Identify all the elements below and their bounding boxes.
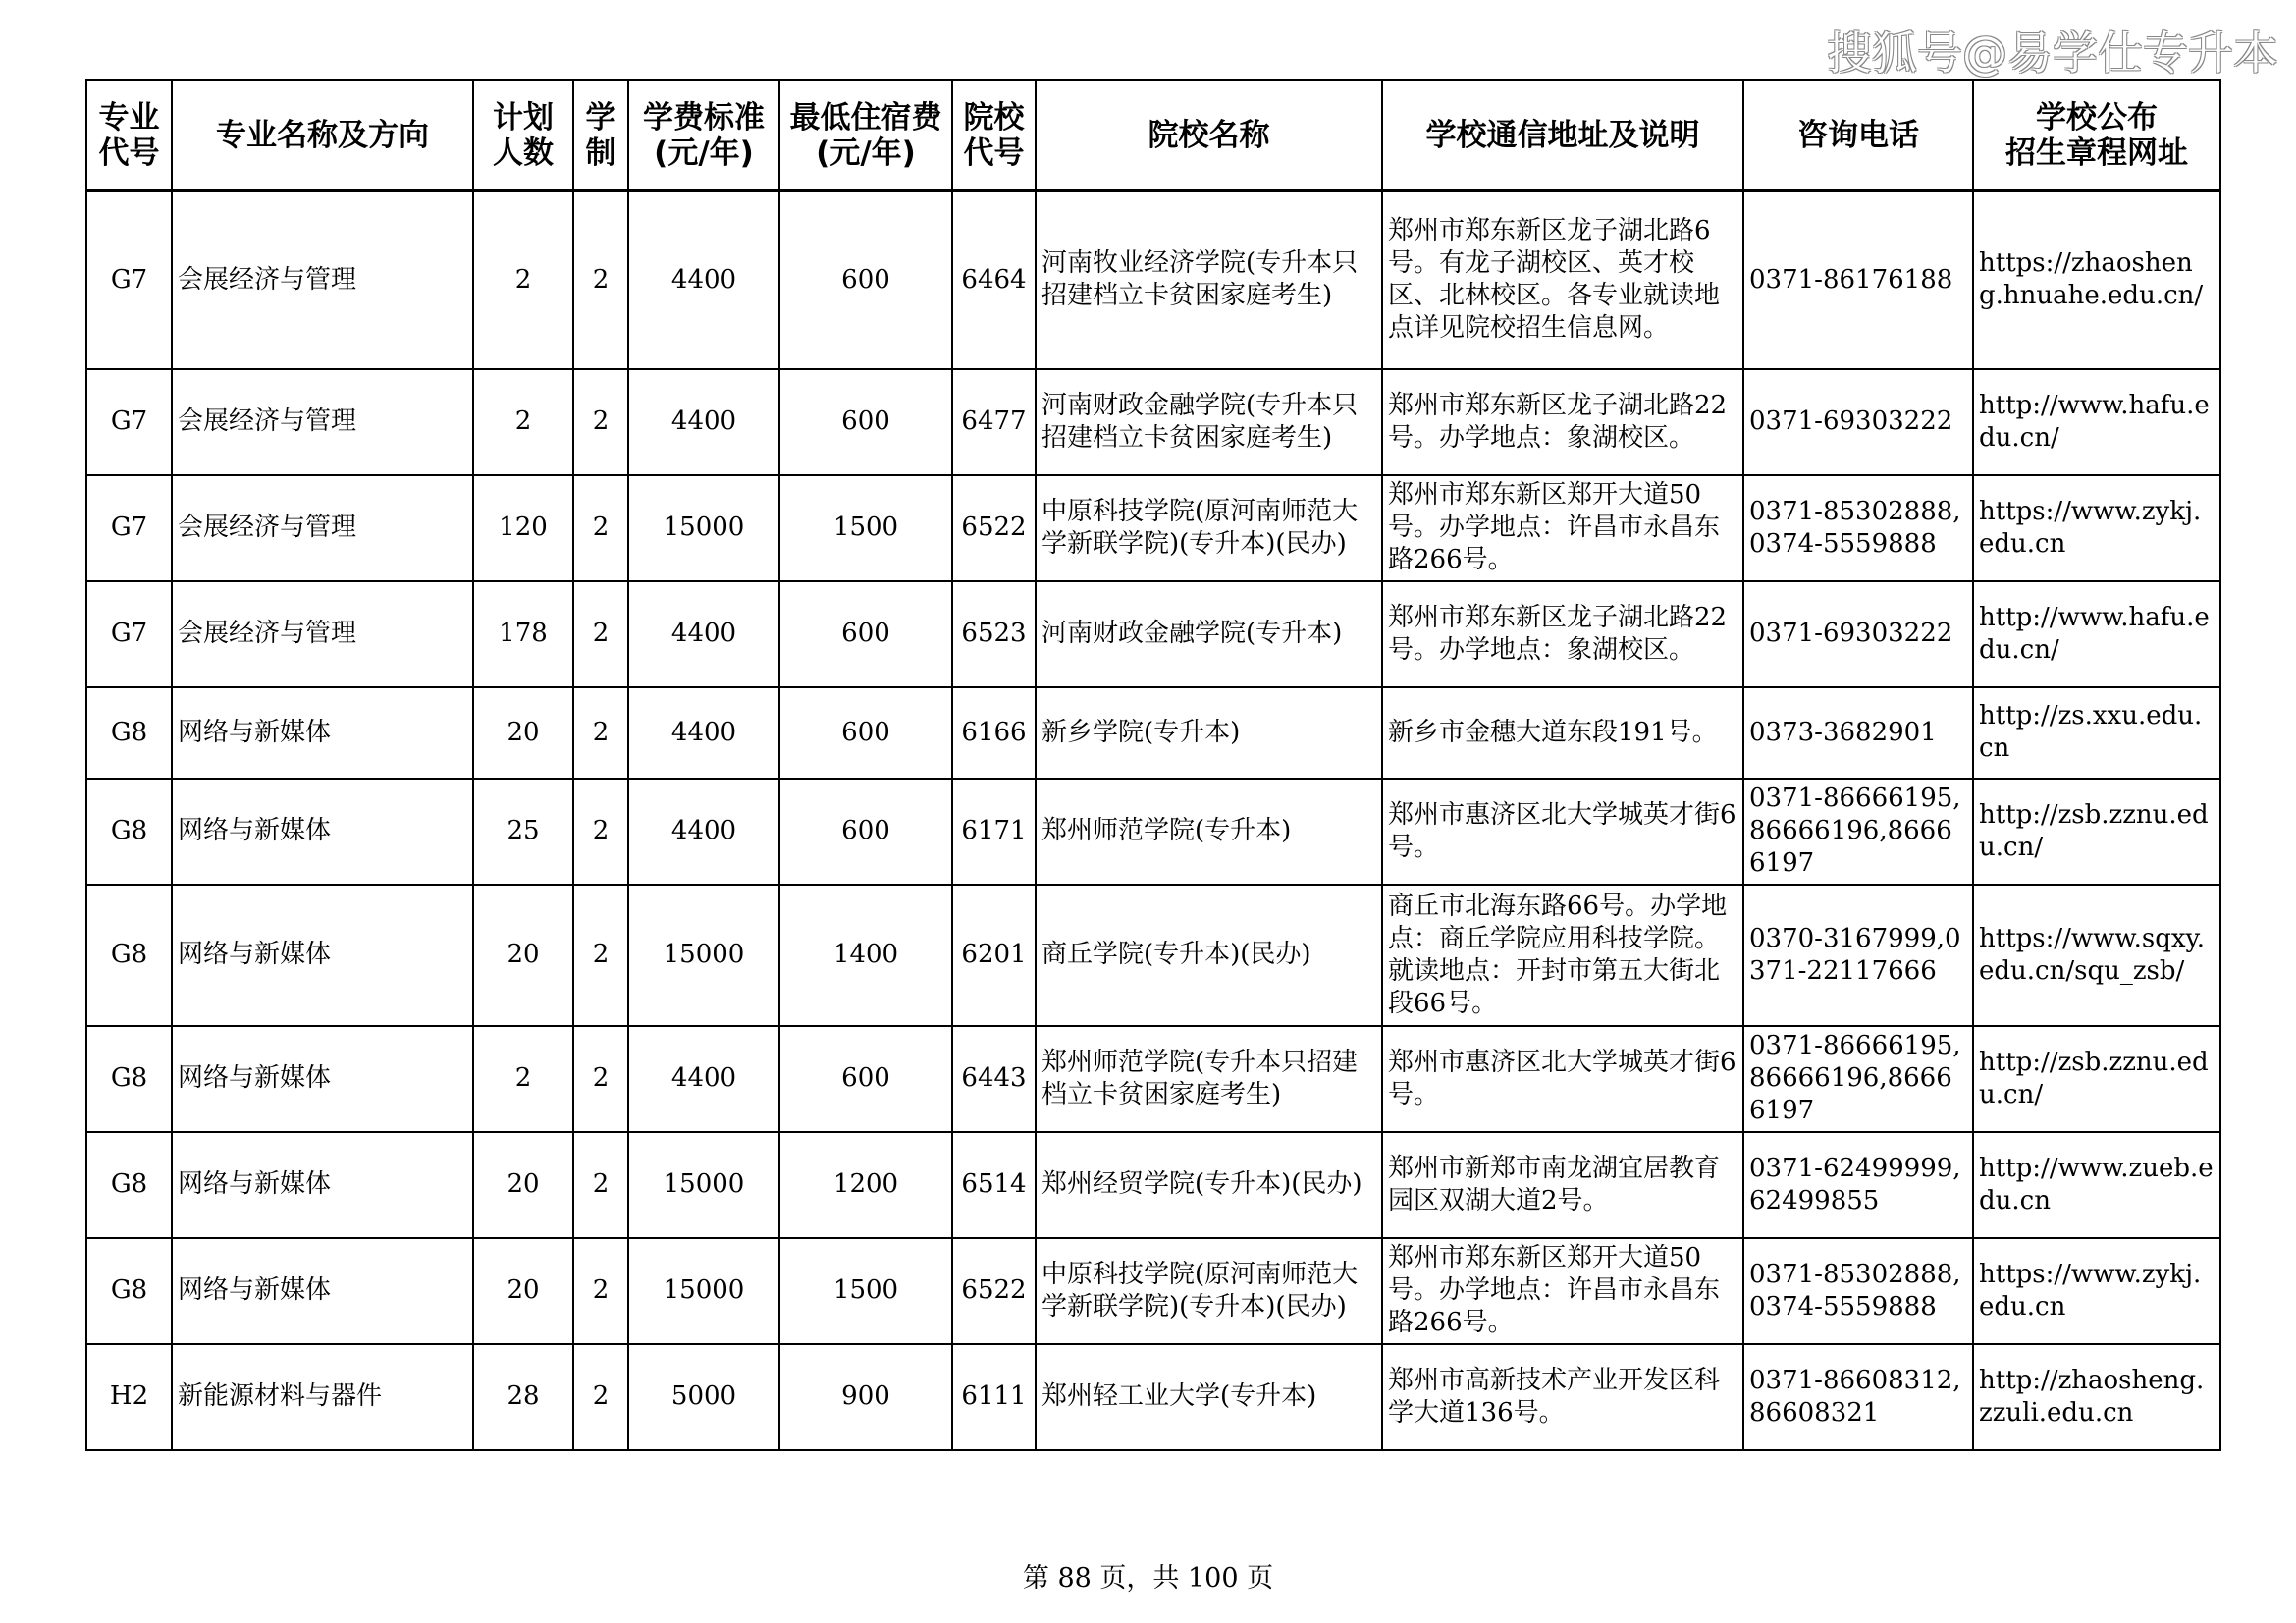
header-line: 代号: [98, 135, 160, 171]
header-line: (元/年): [816, 135, 916, 171]
cell-tuition: 15000: [628, 1132, 779, 1238]
page-footer: 第 88 页，共 100 页: [1022, 1563, 1274, 1594]
cell-url[interactable]: https://www.zykj.edu.cn: [1973, 475, 2220, 581]
header-line: 学校公布: [2036, 99, 2158, 135]
cell-address: 商丘市北海东路66号。办学地点：商丘学院应用科技学院。就读地点：开封市第五大街北段66号。: [1382, 885, 1743, 1026]
cell-duration: 2: [573, 369, 628, 475]
cell-major-name: 会展经济与管理: [172, 581, 473, 687]
cell-url[interactable]: https://www.sqxy.edu.cn/squ_zsb/: [1973, 885, 2220, 1026]
cell-major-code: H2: [86, 1344, 172, 1450]
header-line: 计划: [493, 99, 554, 135]
cell-plan-count: 20: [473, 1238, 573, 1344]
cell-school-code: 6166: [952, 687, 1036, 779]
cell-phone: 0373-3682901: [1743, 687, 1973, 779]
table-row: [86, 1238, 2220, 1344]
cell-school-code: 6111: [952, 1344, 1036, 1450]
cell-lodging-fee: 600: [779, 369, 952, 475]
cell-duration: 2: [573, 1238, 628, 1344]
cell-school-name: 新乡学院(专升本): [1036, 687, 1382, 779]
cell-school-name: 河南财政金融学院(专升本): [1036, 581, 1382, 687]
cell-major-code: G8: [86, 1238, 172, 1344]
table-row: [86, 1344, 2220, 1450]
cell-address: 郑州市新郑市南龙湖宜居教育园区双湖大道2号。: [1382, 1132, 1743, 1238]
cell-tuition: 15000: [628, 885, 779, 1026]
cell-address: 郑州市郑东新区龙子湖北路22号。办学地点：象湖校区。: [1382, 369, 1743, 475]
cell-major-name: 会展经济与管理: [172, 369, 473, 475]
cell-tuition: 4400: [628, 779, 779, 885]
cell-major-code: G7: [86, 191, 172, 369]
cell-school-name: 郑州轻工业大学(专升本): [1036, 1344, 1382, 1450]
header-line: 最低住宿费: [789, 99, 942, 135]
cell-lodging-fee: 900: [779, 1344, 952, 1450]
cell-url[interactable]: http://www.hafu.edu.cn/: [1973, 581, 2220, 687]
cell-major-name: 网络与新媒体: [172, 1238, 473, 1344]
cell-url[interactable]: https://zhaosheng.hnuahe.edu.cn/: [1973, 191, 2220, 369]
cell-address: 郑州市高新技术产业开发区科学大道136号。: [1382, 1344, 1743, 1450]
header-line: 制: [585, 135, 616, 171]
cell-major-code: G7: [86, 581, 172, 687]
cell-phone: 0371-69303222: [1743, 581, 1973, 687]
cell-school-name: 郑州师范学院(专升本): [1036, 779, 1382, 885]
cell-duration: 2: [573, 581, 628, 687]
cell-tuition: 4400: [628, 687, 779, 779]
cell-school-code: 6443: [952, 1026, 1036, 1132]
cell-major-code: G8: [86, 687, 172, 779]
cell-lodging-fee: 1400: [779, 885, 952, 1026]
cell-duration: 2: [573, 1132, 628, 1238]
cell-address: 郑州市郑东新区郑开大道50号。办学地点：许昌市永昌东路266号。: [1382, 475, 1743, 581]
cell-address: 郑州市惠济区北大学城英才街6号。: [1382, 1026, 1743, 1132]
cell-url[interactable]: http://www.hafu.edu.cn/: [1973, 369, 2220, 475]
cell-major-name: 新能源材料与器件: [172, 1344, 473, 1450]
header-duration: [573, 80, 628, 191]
cell-address: 郑州市郑东新区龙子湖北路22号。办学地点：象湖校区。: [1382, 581, 1743, 687]
cell-major-code: G8: [86, 779, 172, 885]
cell-address: 郑州市郑东新区龙子湖北路6号。有龙子湖校区、英才校区、北林校区。各专业就读地点详见院校招生信息网。: [1382, 191, 1743, 369]
header-line: 院校名称: [1148, 117, 1270, 153]
cell-major-name: 网络与新媒体: [172, 687, 473, 779]
cell-school-code: 6523: [952, 581, 1036, 687]
cell-phone: 0370-3167999,0371-22117666: [1743, 885, 1973, 1026]
cell-school-code: 6171: [952, 779, 1036, 885]
header-line: 招生章程网址: [2005, 135, 2188, 171]
cell-url[interactable]: https://www.zykj.edu.cn: [1973, 1238, 2220, 1344]
cell-phone: 0371-86608312,86608321: [1743, 1344, 1973, 1450]
cell-phone: 0371-62499999,62499855: [1743, 1132, 1973, 1238]
cell-duration: 2: [573, 779, 628, 885]
header-line: 院校: [963, 99, 1025, 135]
cell-address: 新乡市金穗大道东段191号。: [1382, 687, 1743, 779]
cell-address: 郑州市郑东新区郑开大道50号。办学地点：许昌市永昌东路266号。: [1382, 1238, 1743, 1344]
cell-lodging-fee: 1200: [779, 1132, 952, 1238]
table-row: [86, 885, 2220, 1026]
header-line: 学: [585, 99, 616, 135]
cell-tuition: 4400: [628, 369, 779, 475]
header-plan-count: [473, 80, 573, 191]
header-line: 学费标准: [643, 99, 765, 135]
cell-plan-count: 2: [473, 369, 573, 475]
admissions-table: [85, 79, 2221, 1451]
cell-tuition: 4400: [628, 1026, 779, 1132]
cell-lodging-fee: 1500: [779, 1238, 952, 1344]
cell-tuition: 15000: [628, 1238, 779, 1344]
table-row: [86, 779, 2220, 885]
table-row: [86, 475, 2220, 581]
cell-tuition: 5000: [628, 1344, 779, 1450]
cell-phone: 0371-86666195,86666196,86666197: [1743, 779, 1973, 885]
cell-major-code: G8: [86, 885, 172, 1026]
header-line: 学校通信地址及说明: [1425, 117, 1700, 153]
cell-major-name: 网络与新媒体: [172, 885, 473, 1026]
cell-major-name: 网络与新媒体: [172, 779, 473, 885]
cell-phone: 0371-85302888,0374-5559888: [1743, 475, 1973, 581]
cell-tuition: 4400: [628, 191, 779, 369]
cell-school-code: 6464: [952, 191, 1036, 369]
cell-lodging-fee: 600: [779, 1026, 952, 1132]
header-school-code: [952, 80, 1036, 191]
cell-lodging-fee: 600: [779, 581, 952, 687]
cell-school-name: 郑州经贸学院(专升本)(民办): [1036, 1132, 1382, 1238]
cell-major-name: 会展经济与管理: [172, 191, 473, 369]
table-row: [86, 687, 2220, 779]
cell-school-code: 6522: [952, 1238, 1036, 1344]
header-school-name: [1036, 80, 1382, 191]
header-lodging-fee: [779, 80, 952, 191]
cell-major-code: G8: [86, 1026, 172, 1132]
header-line: (元/年): [654, 135, 754, 171]
header-school-address: [1382, 80, 1743, 191]
table-row: [86, 369, 2220, 475]
cell-school-code: 6514: [952, 1132, 1036, 1238]
cell-school-code: 6522: [952, 475, 1036, 581]
cell-plan-count: 28: [473, 1344, 573, 1450]
table-row: [86, 191, 2220, 369]
table-row: [86, 1132, 2220, 1238]
header-charter-url: [1973, 80, 2220, 191]
cell-plan-count: 2: [473, 1026, 573, 1132]
cell-url[interactable]: http://zsb.zznu.edu.cn/: [1973, 1026, 2220, 1132]
table-row: [86, 581, 2220, 687]
cell-school-code: 6201: [952, 885, 1036, 1026]
cell-major-name: 会展经济与管理: [172, 475, 473, 581]
header-phone: [1743, 80, 1973, 191]
cell-major-code: G7: [86, 369, 172, 475]
cell-duration: 2: [573, 191, 628, 369]
header-tuition: [628, 80, 779, 191]
cell-duration: 2: [573, 885, 628, 1026]
cell-url[interactable]: http://zs.xxu.edu.cn: [1973, 687, 2220, 779]
cell-plan-count: 25: [473, 779, 573, 885]
cell-lodging-fee: 600: [779, 687, 952, 779]
header-line: 专业: [98, 99, 160, 135]
header-row: [86, 80, 2220, 191]
cell-lodging-fee: 600: [779, 191, 952, 369]
cell-url[interactable]: http://zhaosheng.zzuli.edu.cn: [1973, 1344, 2220, 1450]
cell-major-code: G7: [86, 475, 172, 581]
cell-lodging-fee: 1500: [779, 475, 952, 581]
cell-address: 郑州市惠济区北大学城英才街6号。: [1382, 779, 1743, 885]
header-line: 代号: [963, 135, 1025, 171]
cell-plan-count: 120: [473, 475, 573, 581]
cell-school-name: 河南财政金融学院(专升本只招建档立卡贫困家庭考生): [1036, 369, 1382, 475]
cell-phone: 0371-86176188: [1743, 191, 1973, 369]
cell-duration: 2: [573, 687, 628, 779]
cell-plan-count: 20: [473, 687, 573, 779]
cell-plan-count: 2: [473, 191, 573, 369]
cell-lodging-fee: 600: [779, 779, 952, 885]
header-major-name: [172, 80, 473, 191]
cell-duration: 2: [573, 1026, 628, 1132]
watermark: 搜狐号@易学仕专升本: [1827, 27, 2278, 80]
cell-major-code: G8: [86, 1132, 172, 1238]
cell-phone: 0371-69303222: [1743, 369, 1973, 475]
header-major-code: [86, 80, 172, 191]
cell-school-name: 郑州师范学院(专升本只招建档立卡贫困家庭考生): [1036, 1026, 1382, 1132]
cell-plan-count: 20: [473, 1132, 573, 1238]
cell-major-name: 网络与新媒体: [172, 1026, 473, 1132]
cell-phone: 0371-86666195,86666196,86666197: [1743, 1026, 1973, 1132]
header-line: 人数: [493, 135, 554, 171]
cell-url[interactable]: http://www.zueb.edu.cn: [1973, 1132, 2220, 1238]
cell-major-name: 网络与新媒体: [172, 1132, 473, 1238]
cell-school-name: 河南牧业经济学院(专升本只招建档立卡贫困家庭考生): [1036, 191, 1382, 369]
cell-school-code: 6477: [952, 369, 1036, 475]
header-line: 专业名称及方向: [216, 117, 429, 153]
cell-tuition: 4400: [628, 581, 779, 687]
cell-phone: 0371-85302888,0374-5559888: [1743, 1238, 1973, 1344]
cell-tuition: 15000: [628, 475, 779, 581]
cell-duration: 2: [573, 1344, 628, 1450]
cell-plan-count: 178: [473, 581, 573, 687]
cell-school-name: 商丘学院(专升本)(民办): [1036, 885, 1382, 1026]
table-row: [86, 1026, 2220, 1132]
cell-duration: 2: [573, 475, 628, 581]
cell-plan-count: 20: [473, 885, 573, 1026]
cell-school-name: 中原科技学院(原河南师范大学新联学院)(专升本)(民办): [1036, 1238, 1382, 1344]
table-body: [86, 191, 2220, 1450]
cell-url[interactable]: http://zsb.zznu.edu.cn/: [1973, 779, 2220, 885]
cell-school-name: 中原科技学院(原河南师范大学新联学院)(专升本)(民办): [1036, 475, 1382, 581]
header-line: 咨询电话: [1797, 117, 1919, 153]
